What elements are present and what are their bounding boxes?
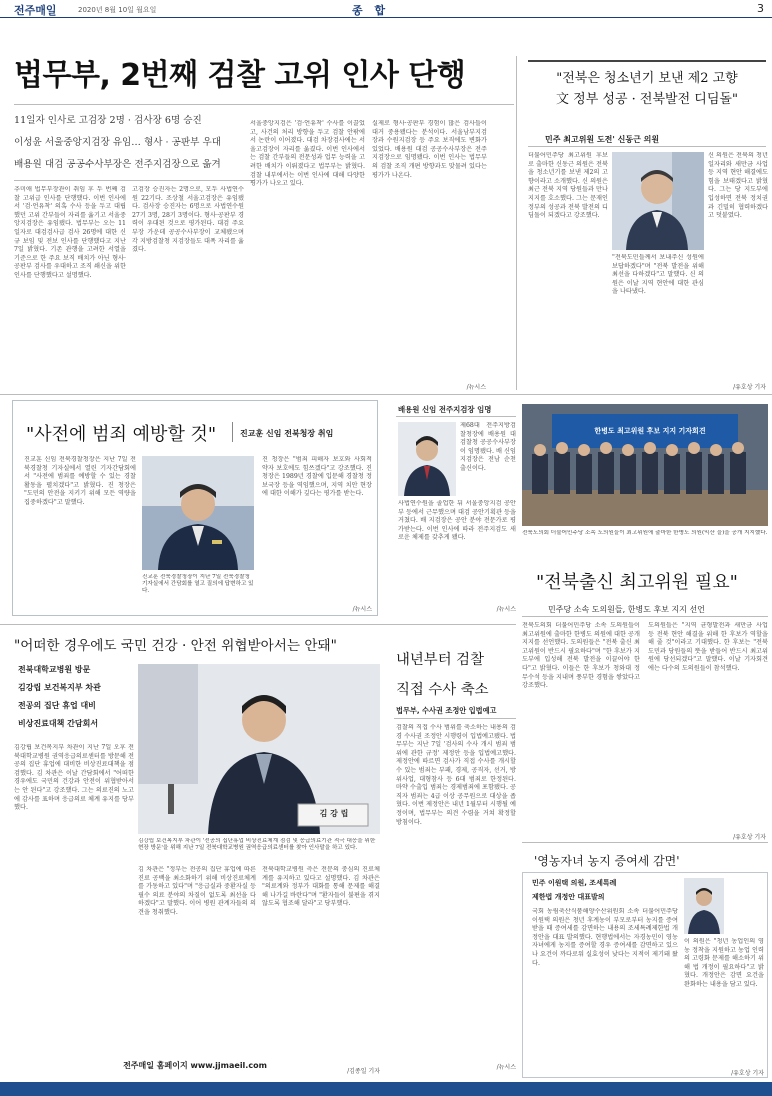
han-photo-caption: 전북도의회 더불어민주당 소속 도의원들이 최고위원에 출마한 한병도 의원(익산 을)을 공개 지지했다. — [522, 530, 768, 536]
kim-subhead: 비상진료대책 간담회서 — [18, 719, 99, 728]
divider — [232, 422, 233, 442]
han-quote: "전북출신 최고위원 필요" — [536, 572, 738, 593]
divider — [0, 624, 516, 625]
han-byline: /유호상 기자 — [733, 834, 766, 841]
main-subhead: 배용원 대검 공공수사부장은 전주지검장으로 옮겨 — [14, 159, 221, 170]
person-portrait-icon — [612, 152, 704, 250]
column-rule — [516, 56, 517, 390]
kim-body-col3: 전북대학교병원 측은 전문의 중심의 진료체계를 유지하고 있다고 설명했다. 김 차관은 "의료계와 정부가 대화를 통해 문제를 해결해 나가길 바란다"며 "환자들이 불편을 겪지 않도록 협조해 달라"고 당부했다. — [262, 866, 380, 908]
page-number: 3 — [757, 2, 764, 15]
masthead — [0, 0, 772, 18]
main-headline: 법무부, 2번째 검찰 고위 인사 단행 — [14, 58, 466, 93]
divider — [396, 416, 516, 417]
bae-title: 배용원 신임 전주지검장 임명 — [398, 405, 492, 414]
kim-caption: 김강립 보건복지부 차관이 '전공의 집단휴업 비상진료체계 점검 및 응급의료기관 적극 대응을 위한 현장 방문'을 위해 지난 7일 전북대학교병원 권역응급의료센터를 찾아 인사말을 하고 있다. — [138, 838, 376, 852]
main-body-col2: 고검장 승진자는 2명으로, 모두 사법연수원 22기다. 조상철 서울고검장은 유임됐다. 검사장 승진자는 6명으로 사법연수원 27기 3명, 28기 3명이다. 형사·공판부 경력이 우대된 것으로 평가된다. 대검 주요 부장 가운데 공공수사부장이 교체됐으며 각 지방검찰청 지검장들도 대폭 자리를 옮겼다. — [132, 186, 244, 254]
divider — [528, 146, 766, 147]
lawmaker-portrait-icon — [684, 878, 724, 934]
jin-body-col1: 진교훈 신임 전북경찰청장은 지난 7일 전북경찰청 기자실에서 열린 기자간담회에서 "사전에 범죄를 예방할 수 있는 경찰 활동을 펼치겠다"고 밝혔다. 진 청장은 "도민의 안전을 지키기 위해 모든 역량을 집중하겠다"고 말했다. — [24, 456, 136, 506]
shin-photo — [612, 152, 704, 250]
kim-subheads — [18, 664, 138, 736]
footer-bar — [0, 1082, 772, 1096]
shin-quote-box — [528, 60, 766, 126]
jin-quote: "사전에 범죄 예방할 것" — [26, 424, 217, 445]
kim-subhead: 전공의 집단 휴업 대비 — [18, 701, 96, 710]
issue-date: 2020년 8월 10일 월요일 — [78, 6, 157, 14]
police-chief-portrait-icon — [142, 456, 254, 570]
main-byline: /뉴시스 — [466, 384, 486, 391]
shin-body-col1: 더불어민주당 최고위원 후보로 출마한 신동근 의원은 전북을 청소년기를 보낸 제2의 고향이라고 소개했다. 신 의원은 최근 전북 지역 당원들과 만나 지지를 호소했다. 그는 문재인 정부의 성공과 전북 발전의 디딤돌이 되겠다고 강조했다. — [528, 152, 608, 220]
youth-byline: /유호상 기자 — [731, 1070, 764, 1077]
shin-tagline: 민주 최고위원 도전' 신동근 의원 — [545, 135, 660, 144]
youth-subhead-line1: 민주 이원택 의원, 조세특례 — [532, 879, 617, 887]
prosecution-title-line1: 내년부터 검찰 — [396, 652, 484, 668]
han-subhead: 민주당 소속 도의원들, 한병도 후보 지지 선언 — [548, 605, 705, 614]
kim-byline: /김종일 기자 — [347, 1068, 380, 1075]
han-banner-text: 한병도 최고위원 후보 지지 기자회견 — [594, 427, 706, 435]
press-conference-scene-icon — [522, 404, 768, 526]
youth-photo — [684, 878, 724, 934]
jin-caption: 진교훈 전북경찰청장이 지난 7일 전북경찰청 기자실에서 간담회를 열고 질의에 답변하고 있다. — [142, 574, 254, 595]
han-body-col2: 도의원들은 "지역 균형발전과 새만금 사업 등 전북 현안 해결을 위해 한 후보가 역할을 해 줄 것"이라고 기대했다. 한 후보는 "전북도민과 당원들의 뜻을 받들어 반드시 최고위원에 당선되겠다"고 말했다. 이날 기자회견에는 다수의 도의원들이 참석했다. — [648, 622, 768, 672]
shin-quote-line2: 文 정부 성공 · 전북발전 디딤돌" — [556, 92, 738, 107]
youth-body-col2: 이 의원은 "청년 농업인의 영농 정착을 지원하고 농업 인력의 고령화 문제를 해소하기 위해 법 개정이 필요하다"고 밝혔다. 개정안은 감면 요건을 완화하는 내용을 담고 있다. — [684, 938, 764, 988]
youth-subhead-line2: 제한법 개정안 대표발의 — [532, 893, 605, 901]
bae-photo — [398, 422, 456, 496]
shin-byline: /유호상 기자 — [733, 384, 766, 391]
main-subhead: 11일자 인사로 고검장 2명 · 검사장 6명 승진 — [14, 115, 202, 126]
homepage-link[interactable]: 전주매일 홈페이지 www.jjmaeil.com — [123, 1061, 267, 1070]
kim-nameplate: 김 강 립 — [319, 809, 349, 818]
jin-byline: /뉴시스 — [352, 606, 372, 613]
bae-body-col1: 제68대 전주지방검찰청장에 배용원 대검찰청 공공수사부장이 임명됐다. 배 신임 지검장은 전남 순천 출신이다. — [460, 422, 516, 472]
bae-byline: /뉴시스 — [496, 606, 516, 613]
divider — [522, 616, 768, 617]
prosecution-body: 검찰의 직접 수사 범위를 축소하는 내용의 검경 수사권 조정안 시행령이 입법예고됐다. 법무부는 지난 7일 '검사의 수사 개시 범죄 범위에 관한 규정' 제정안 등을 입법예고했다. 제정안에 따르면 검사가 직접 수사를 개시할 수 있는 범죄는 부패, 경제, 공직자, 선거, 방위사업, 대형참사 등 6대 범죄로 한정된다. 마약 수출입 범죄는 경제범죄에 포함됐다. 공직자 범죄는 4급 이상 공무원으로 대상을 좁혔다. 이번 제정안은 내년 1월부터 시행될 예정이며, 법무부는 의견 수렴을 거쳐 확정할 방침이다. — [396, 724, 516, 826]
prosecution-title-line2: 직접 수사 축소 — [396, 682, 489, 698]
kim-body-col2: 김 차관은 "정부는 전공의 집단 휴업에 따른 진료 공백을 최소화하기 위해 비상진료체계를 가동하고 있다"며 "응급실과 중환자실 등 필수 의료 분야의 차질이 없도록 최선을 다하겠다"고 말했다. 이어 병원 관계자들의 의견을 청취했다. — [138, 866, 256, 916]
bae-body-col2: 사법연수원을 졸업한 뒤 서울중앙지검 공안부 등에서 근무했으며 대검 공안기획관 등을 거쳤다. 배 지검장은 공안 분야 전문가로 평가받는다. 이번 인사에 따라 전주지검도 새로운 체제를 갖추게 됐다. — [398, 500, 516, 542]
prosecution-byline: /뉴시스 — [496, 1064, 516, 1071]
section-name: 종 합 — [352, 4, 390, 17]
jin-body-col2: 진 청장은 "범죄 피해자 보호와 사회적 약자 보호에도 힘쓰겠다"고 강조했다. 진 청장은 1989년 경찰에 입문해 경찰청 정보국장 등을 역임했으며, 지역 치안 현장에 대한 이해가 깊다는 평가를 받는다. — [262, 456, 372, 498]
divider — [522, 842, 768, 843]
youth-quote: '영농자녀 농지 증여세 감면' — [534, 854, 680, 868]
han-press-photo — [522, 404, 768, 526]
jin-photo — [142, 456, 254, 570]
main-body-col3: 서울중앙지검은 '검·언유착' 수사를 이끌었고, 사건의 처리 방향을 두고 검찰 안팎에서 논란이 이어졌다. 대검 차장검사에는 서울고검장이 자리를 옮겼다. 이번 인사에서는 검찰 간부들의 전문성과 업무 능력을 고려한 배치가 이뤄졌다고 법무부는 밝혔다. 검찰 내부에서는 이번 인사에 대해 다양한 평가가 나오고 있다. — [250, 120, 365, 188]
paper-name: 전주매일 — [14, 4, 57, 17]
shin-body-col3: 신 의원은 전북의 청년 일자리와 새만금 사업 등 지역 현안 해결에도 힘을 보태겠다고 밝혔다. 그는 당 지도부에 입성하면 전북 정치권과 긴밀히 협력하겠다고 덧붙였다. — [708, 152, 768, 220]
divider — [0, 394, 772, 395]
divider — [394, 718, 516, 719]
han-body-col1: 전북도의회 더불어민주당 소속 도의원들이 최고위원에 출마한 한병도 의원에 대한 공개 지지를 선언했다. 도의원들은 "전북 출신 최고위원이 반드시 필요하다"며 "한 후보가 지도부에 입성해 전북 발전을 이끌어야 한다"고 밝혔다. 이들은 한 후보가 청와대 정무수석 등을 지내며 풍부한 경험을 쌓았다고 강조했다. — [522, 622, 640, 690]
kim-photo — [138, 664, 380, 834]
youth-body-col1: 국회 농림축산식품해양수산위원회 소속 더불어민주당 이원택 의원은 청년 후계농이 부모로부터 농지를 증여받을 때 증여세를 감면하는 내용의 조세특례제한법 개정안을 대표 발의했다. 현행법에서는 자경농민이 영농자녀에게 농지를 증여할 경우 증여세를 감면하고 있으나 요건이 까다로워 실효성이 낮다는 지적이 제기돼 왔다. — [532, 908, 678, 967]
kim-subhead: 전북대학교병원 방문 — [18, 665, 91, 674]
main-subhead: 이성윤 서울중앙지검장 유임… 형사 · 공판부 우대 — [14, 137, 222, 148]
shin-quote-line1: "전북은 청소년기 보낸 제2 고향 — [556, 71, 738, 86]
main-body-col1: 추미애 법무부장관이 취임 후 두 번째 검찰 고위급 인사를 단행했다. 이번 인사에서 '검·언유착' 의혹 수사 등을 두고 대립했던 고위 간부들이 자리를 옮기고 서울중앙지검장은 유임됐다. 법무부는 오는 11일자로 대검검사급 검사 26명에 대한 신규 보임 및 전보 인사를 단행했다고 지난 7일 밝혔다. 기존 관행을 고려한 서열을 기준으로 한 주요 보직 배치가 아닌 형사·공판부 검사를 우대하고 조직 쇄신을 위한 인사를 단행했다고 설명했다. — [14, 186, 126, 279]
jin-tagline: 진교훈 신임 전북청장 취임 — [240, 429, 334, 438]
prosecution-subhead: 법무부, 수사권 조정안 입법예고 — [396, 706, 497, 715]
main-body-col4: 실제로 형사·공판부 경험이 많은 검사들이 대거 중용됐다는 분석이다. 서울남부지검장과 수원지검장 등 주요 보직에도 변화가 있었다. 배용원 대검 공공수사부장은 전주지검장으로 임명됐다. 이번 인사는 법무부의 검찰 조직 개편 방향과도 맞물려 있다는 평가가 나온다. — [372, 120, 487, 179]
kim-body-col1: 김강립 보건복지부 차관이 지난 7일 오후 전북대학교병원 권역응급의료센터를 방문해 전공의 집단 휴업에 대비한 비상진료대책을 점검했다. 김 차관은 이날 간담회에서 "어떠한 경우에도 국민의 건강과 안전이 위협받아서는 안 된다"고 강조했다. 그는 의료진의 노고에 감사를 표하며 응급의료 체계 유지를 당부했다. — [14, 744, 134, 812]
divider — [14, 180, 254, 181]
divider — [14, 104, 514, 105]
kim-quote: "어떠한 경우에도 국민 건강 · 안전 위협받아서는 안돼" — [14, 638, 337, 654]
shin-body-col2: "전북도민들께서 보내주신 성원에 보답하겠다"며 "전북 발전을 위해 최선을 다하겠다"고 말했다. 신 의원은 이날 지역 현안에 대한 관심을 나타냈다. — [612, 254, 704, 296]
prosecutor-portrait-icon — [398, 422, 456, 496]
kim-subhead: 김강립 보건복지부 차관 — [18, 683, 101, 692]
